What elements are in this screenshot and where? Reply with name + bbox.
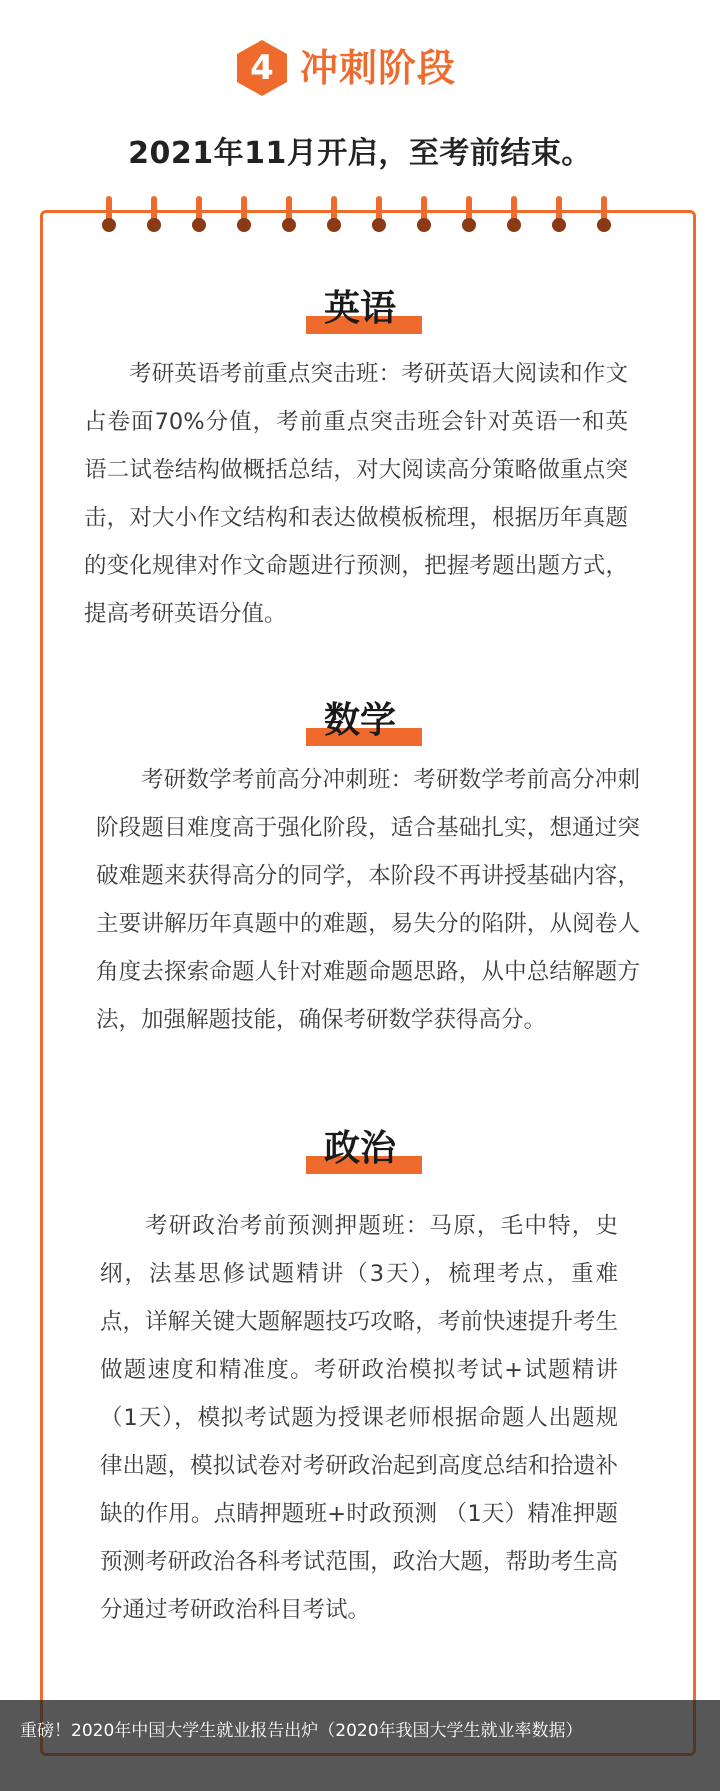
caption-text[interactable]: 重磅！2020年中国大学生就业报告出炉（2020年我国大学生就业率数据）: [20, 1721, 583, 1741]
binder-ring: [237, 196, 251, 236]
binder-ring: [372, 196, 386, 236]
stage-period: 2021年11月开启，至考前结束。: [128, 136, 592, 171]
binder-ring: [507, 196, 521, 236]
section-title: 英语: [323, 288, 396, 329]
section-heading-english: [0, 284, 720, 344]
section-body-english: 考研英语考前重点突击班：考研英语大阅读和作文占卷面70%分值，考前重点突击班会针对英语一和英语二试卷结构做概括总结，对大阅读高分策略做重点突击，对大小作文结构和表达做模板梳理，根据历年真题的变化规律对作文命题进行预测，把握考题出题方式，提高考研英语分值。: [84, 361, 628, 627]
stage-title: 冲刺阶段: [300, 46, 457, 90]
section-heading-politics: [0, 1124, 720, 1184]
stage-number-badge: [232, 38, 292, 98]
binder-ring: [192, 196, 206, 236]
section-title: 政治: [323, 1128, 396, 1169]
binder-ring: [552, 196, 566, 236]
section-body-politics: 考研政治考前预测押题班：马原，毛中特，史纲，法基思修试题精讲（3天），梳理考点，重难点，详解关键大题解题技巧攻略，考前快速提升考生做题速度和精准度。考研政治模拟考试+试题精讲（1天），模拟考试题为授课老师根据命题人出题规律出题，模拟试卷对考研政治起到高度总结和拾遗补缺的作用。点睛押题班+时政预测 （1天）精准押题预测考研政治各科考试范围，政治大题，帮助考生高分通过考研政治科目考试。: [100, 1213, 618, 1623]
binder-ring: [417, 196, 431, 236]
binder-ring: [282, 196, 296, 236]
binder-ring: [462, 196, 476, 236]
binder-ring: [597, 196, 611, 236]
image-caption-bar: [0, 1700, 720, 1791]
stage-number: 4: [250, 48, 274, 88]
stage-header: [0, 0, 720, 210]
binder-ring: [102, 196, 116, 236]
binder-ring: [327, 196, 341, 236]
binder-ring: [147, 196, 161, 236]
notepad-rings: [0, 196, 720, 240]
section-heading-math: [0, 696, 720, 756]
section-body-math: 考研数学考前高分冲刺班：考研数学考前高分冲刺阶段题目难度高于强化阶段，适合基础扎实，想通过突破难题来获得高分的同学，本阶段不再讲授基础内容，主要讲解历年真题中的难题，易失分的陷阱，从阅卷人角度去探索命题人针对难题命题思路，从中总结解题方法，加强解题技能，确保考研数学获得高分。: [96, 767, 640, 1033]
section-title: 数学: [323, 700, 396, 741]
